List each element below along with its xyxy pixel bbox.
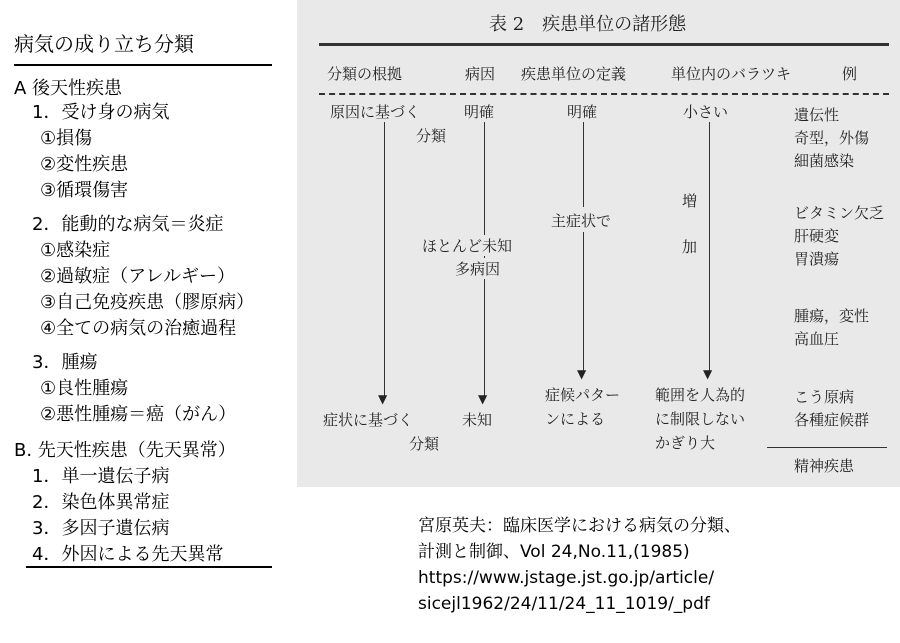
cell-definition-bottom-2: ンによる — [545, 410, 606, 428]
list-item: 2．能動的な病気＝炎症 — [32, 214, 224, 235]
example-item: 遺伝性 — [794, 106, 840, 124]
cell-variation-top: 小さい — [683, 103, 729, 121]
cell-variation-bottom: 範囲を人為的 — [655, 386, 746, 404]
cell-variation-bottom-3: かぎり大 — [655, 434, 716, 452]
list-item: 4．外因による先天異常 — [32, 544, 224, 565]
table-top-rule — [319, 43, 889, 46]
example-item: 精神疾患 — [794, 457, 855, 475]
list-item: ①損傷 — [40, 128, 93, 149]
list-item: ④全ての病気の治癒過程 — [40, 318, 237, 339]
cell-variation-bottom-2: に制限しない — [655, 410, 746, 428]
list-item: 3．腫瘍 — [32, 352, 98, 373]
cell-definition-top: 明確 — [567, 103, 598, 121]
cell-basis-bottom: 症状に基づく — [323, 411, 414, 429]
cell-variation-mid: 増 — [682, 192, 698, 210]
cell-definition-bottom: 症候パター — [545, 386, 621, 404]
cell-cause-mid: ほとんど未知 — [422, 237, 513, 255]
header-dashed-rule — [319, 93, 889, 95]
header-basis: 分類の根拠 — [327, 65, 403, 83]
example-item: ビタミン欠乏 — [794, 204, 885, 222]
citation-line: 宮原英夫：臨床医学における病気の分類、 — [418, 516, 741, 536]
arrow-head: ▼ — [378, 392, 388, 406]
list-item: 1．受け身の病気 — [32, 102, 170, 123]
cell-basis-top-2: 分類 — [416, 127, 447, 145]
list-item: 2．染色体異常症 — [32, 492, 170, 513]
arrow-head: ▼ — [577, 367, 587, 381]
cell-basis-bottom-2: 分類 — [409, 435, 440, 453]
cell-definition-mid: 主症状で — [551, 212, 612, 230]
example-item: 胃潰瘍 — [794, 250, 840, 268]
cell-cause-top: 明確 — [464, 103, 495, 121]
table-title: 表 2 疾患単位の諸形態 — [489, 14, 687, 35]
list-item: ③循環傷害 — [40, 180, 129, 201]
list-item: ①感染症 — [40, 240, 111, 261]
header-cause: 病因 — [465, 65, 496, 83]
example-divider — [767, 447, 887, 448]
citation-url: sicejl1962/24/11/24_11_1019/_pdf — [418, 594, 710, 614]
arrow-head: ▼ — [703, 367, 713, 381]
example-item: 細菌感染 — [794, 152, 855, 170]
title-underline — [14, 64, 272, 66]
example-item: 高血圧 — [794, 330, 840, 348]
list-item: ①良性腫瘍 — [40, 378, 129, 399]
example-item: 肝硬変 — [794, 227, 840, 245]
arrow-line-variation — [709, 122, 710, 374]
header-example: 例 — [842, 65, 858, 83]
citation-url: https://www.jstage.jst.go.jp/article/ — [418, 568, 715, 588]
list-bottom-rule — [26, 566, 272, 568]
list-item: 1．単一遺伝子病 — [32, 466, 170, 487]
example-item: 各種症候群 — [794, 411, 870, 429]
cell-cause-mid-2: 多病因 — [455, 260, 501, 278]
list-item: ②悪性腫瘍＝癌（がん） — [40, 404, 237, 425]
arrow-line-definition — [583, 122, 584, 207]
cell-basis-top: 原因に基づく — [330, 103, 421, 121]
list-item: ②変性疾患 — [40, 154, 129, 175]
arrow-line-definition-2 — [583, 232, 584, 372]
list-item: B. 先天性疾患（先天異常） — [14, 440, 236, 461]
header-definition: 疾患単位の定義 — [521, 65, 627, 83]
citation-line: 計測と制御、Vol 24,No.11,(1985) — [418, 542, 690, 562]
arrow-line-basis — [384, 122, 385, 400]
list-item: ②過敏症（アレルギー） — [40, 266, 235, 287]
example-item: 腫瘍，変性 — [794, 307, 870, 325]
example-item: こう原病 — [794, 388, 855, 406]
scanned-table — [297, 0, 900, 487]
cell-cause-bottom: 未知 — [462, 411, 493, 429]
list-item: ③自己免疫疾患（膠原病） — [40, 292, 255, 313]
list-item: A 後天性疾患 — [14, 78, 123, 99]
example-item: 奇型，外傷 — [794, 129, 870, 147]
list-item: 3．多因子遺伝病 — [32, 518, 170, 539]
cell-variation-mid-2: 加 — [682, 238, 698, 256]
page-title: 病気の成り立ち分類 — [14, 32, 194, 56]
arrow-head: ▼ — [478, 392, 488, 406]
header-variation: 単位内のバラツキ — [671, 65, 792, 83]
citation — [418, 513, 741, 617]
